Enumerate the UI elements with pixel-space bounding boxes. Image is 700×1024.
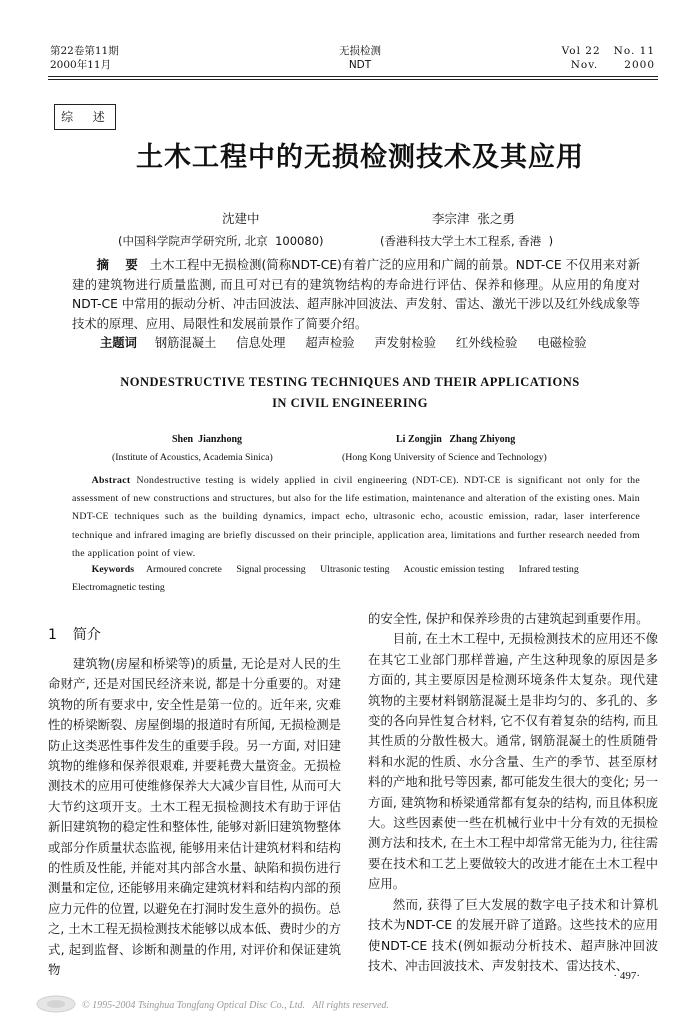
volume-issue-en: Vol 22 No. 11 [561,45,655,57]
keywords-cn-label: 主题词 [100,336,137,350]
keyword-cn: 信息处理 [236,336,286,350]
abstract-cn-text: 土木工程中无损检测(简称NDT-CE)有着广泛的应用和广阔的前景。NDT-CE 不仅用来对新建的建筑物进行质量监测, 而且可对已有的建筑物结构的寿命进行评估、保养和修理。从应用的角度对NDT-CE 中常用的振动分析、冲击回波法、超声脉冲回波法、声发射、雷达、激光干涉以及红外线成象等技术的原理、应用、局限性和发展前景作了简要介绍。 [72,258,640,331]
date-en: Nov. 2000 [570,59,655,71]
body-column-right [368,609,658,976]
copyright-footer: © 1995-2004 Tsinghua Tongfang Optical Disc Co., Ltd. All rights reserved. [82,1000,389,1011]
abstract-en [72,472,640,563]
section-number: 1 [48,627,57,643]
keyword-cn: 电磁检验 [537,336,587,350]
article-title-en [60,372,640,414]
keywords-cn [100,333,603,351]
body-column-left [48,654,341,981]
journal-name-header [300,44,420,72]
authors-2-cn: 李宗津 张之勇 [432,211,515,226]
keyword-en: Infrared testing [518,564,579,575]
keyword-en: Electromagnetic testing [72,582,165,593]
keyword-en: Acoustic emission testing [403,564,505,575]
keyword-en: Armoured concrete [145,564,222,575]
section-tag: 综 述 [54,104,116,130]
title-en-line-1: NONDESTRUCTIVE TESTING TECHNIQUES AND THEIR APPLICATIONS [120,375,580,389]
body-paragraph: 建筑物(房屋和桥梁等)的质量, 无论是对人民的生命财产, 还是对国民经济来说, 都是十分重要的。对建筑物的所有要求中, 安全性是第一位的。近年来, 灾难性的桥梁断裂、房屋倒塌的报道时有所闻, 无损检测是防止这类恶性事件发生的重要手段。另一方面, 对旧建筑物的维修和保养很艰难, 并要耗费大量资金。无损检测技术的应用可使维修保养大大减少盲目性, 从而可大大节约这项开支。土木工程无损检测技术有助于评估新旧建筑物的稳定性和整体性, 能够对新旧建筑物整体或部分作质量状态监视, 能够用来估计建筑材料和结构的性质及性能, 并能对其内部含水量、缺陷和损伤进行测量和定位, 还能够用来确定建筑材料和结构内部的预应力元件的位置, 以避免在打洞时发生意外的损伤。总之, 土木工程无损检测技术能够以成本低、费时少的方式, 起到监督、诊断和测量的作用, 对评价和保证建筑物 [48,656,341,978]
abstract-en-text: Nondestructive testing is widely applied in civil engineering (NDT-CE). NDT-CE is significant not only for the assessment of new constructions and structures, but also for the life estimation, maintenance and alteration of the existing ones. Main NDT-CE techniques such as the building dynamics, impact echo, ultrasonic echo, acoustic emission, radar, laser interference technique and infrared imaging are briefly discussed on their principle, application area, limitations and further research needed from the application point of view. [72,475,640,559]
keyword-en: Signal processing [236,564,306,575]
keyword-cn: 超声检验 [305,336,355,350]
volume-header-en [562,44,655,72]
keywords-en [72,561,640,597]
keyword-cn: 声发射检验 [374,336,436,350]
affiliation-1-en: (Institute of Acoustics, Academia Sinica) [112,452,273,463]
page-number: · 497· [613,970,640,982]
volume-issue-cn: 第22卷第11期 [50,45,119,57]
author-1-en: Shen Jianzhong [172,434,243,445]
section-title: 简介 [72,627,101,643]
keyword-cn: 红外线检验 [455,336,518,350]
author-1-cn: 沈建中 [222,211,260,226]
header-rule-thin [48,79,658,80]
keywords-en-label: Keywords [91,564,135,575]
title-en-line-2: IN CIVIL ENGINEERING [272,396,428,410]
abstract-en-label: Abstract [91,475,131,486]
keyword-en: Ultrasonic testing [320,564,390,575]
affiliation-1-cn: (中国科学院声学研究所, 北京 100080) [118,234,324,248]
journal-name-cn: 无损检测 [339,45,381,57]
date-cn: 2000年11月 [50,59,112,71]
journal-issue-header [50,44,119,72]
body-paragraph-continued: 的安全性, 保护和保养珍贵的古建筑起到重要作用。 [368,611,649,626]
abstract-cn-label: 摘 要 [96,258,144,272]
affiliation-2-cn: (香港科技大学土木工程系, 香港 ) [380,234,554,248]
body-paragraph: 然而, 获得了巨大发展的数字电子技术和计算机技术为NDT-CE 的发展开辟了道路。这些技术的应用使NDT-CE 技术(例如振动分析技术、超声脉冲回波技术、冲击回波技术、声发射技术、雷达技术、 [368,896,658,973]
section-heading [48,624,101,644]
header-rule-thick [48,76,658,77]
publisher-logo-icon [35,994,77,1014]
affiliation-2-en: (Hong Kong University of Science and Technology) [342,452,547,463]
keyword-cn: 钢筋混凝土 [154,336,217,350]
abstract-cn [72,256,640,334]
authors-2-en: Li Zongjin Zhang Zhiyong [396,434,516,445]
body-paragraph: 目前, 在土木工程中, 无损检测技术的应用还不像在其它工业部门那样普遍, 产生这种现象的原因是多方面的, 其主要原因是检测环境条件太复杂。现代建筑物的主要材料钢筋混凝土是非均匀的、多孔的、多变的各向异性复合材料, 它不仅有着复杂的结构, 而且其性质的分散性极大。通常, 钢筋混凝土的性质随骨料和水泥的性质、水分含量、生产的季节、甚至原材料的产地和批号等因素, 都可能发生很大的变化; 另一方面, 建筑物和桥梁通常都有复杂的结构, 而且体积庞大。这些因素使一些在机械行业中十分有效的无损检测方法和技术, 在土木工程中却常常无能为力, 往往需要在技术和工艺上要做较大的改进才能在土木工程中应用。 [368,631,658,892]
journal-name-en: NDT [348,59,372,71]
article-title: 土木工程中的无损检测技术及其应用 [136,142,584,173]
